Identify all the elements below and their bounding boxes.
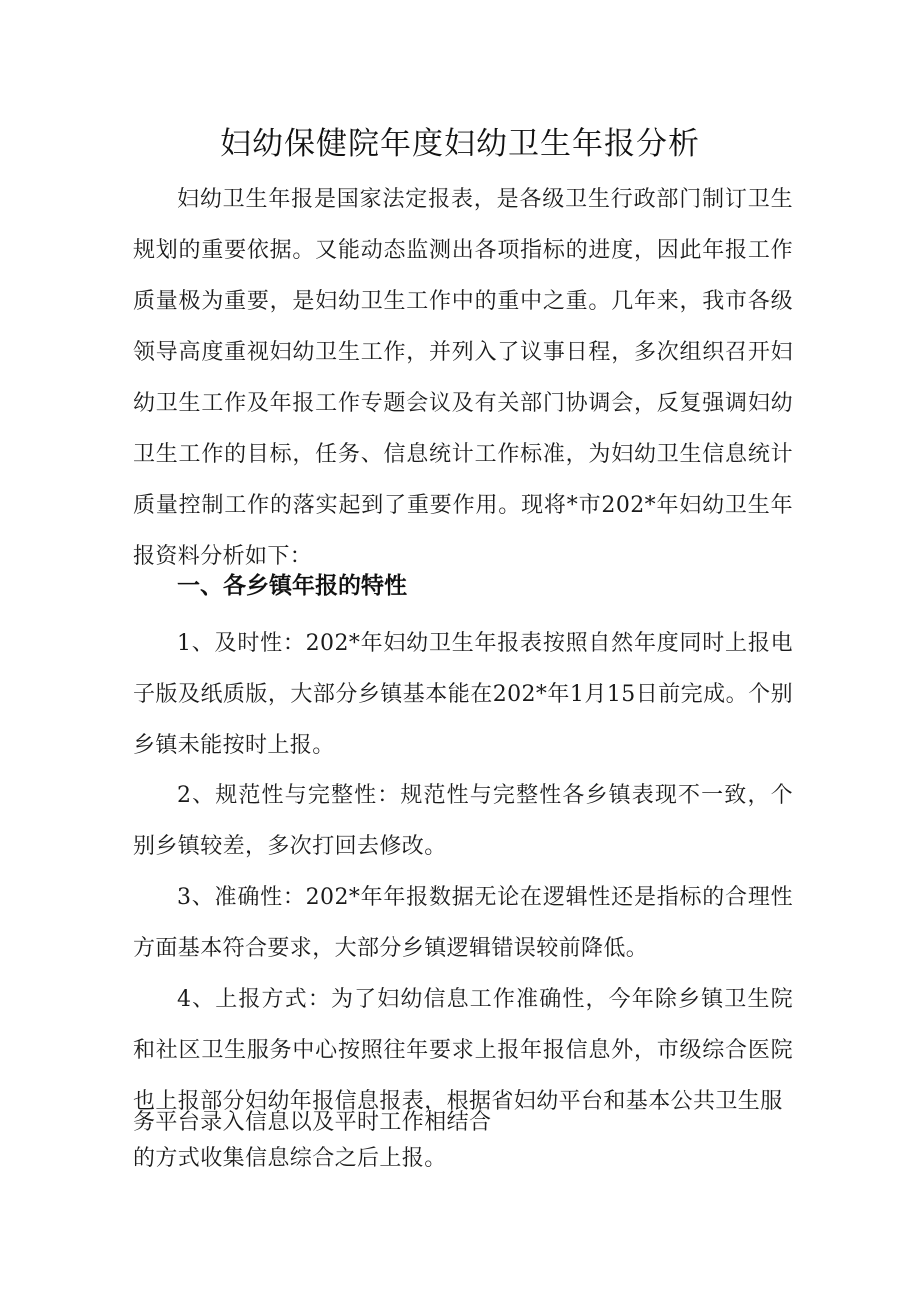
item-reporting-method: 4、上报方式：为了妇幼信息工作准确性，今年除乡镇卫生院和社区卫生服务中心按照往年要求上报年报信息外，市级综合医院也上报部分妇幼年报信息报表，根据省妇幼平台和基本公共卫生服 (133, 987, 793, 1114)
item-standardization: 2、规范性与完整性：规范性与完整性各乡镇表现不一致，个别乡镇较差，多次打回去修改。 (133, 783, 793, 859)
intro-paragraph: 妇幼卫生年报是国家法定报表，是各级卫生行政部门制订卫生规划的重要依据。又能动态监测出各项指标的进度，因此年报工作质量极为重要，是妇幼卫生工作中的重中之重。几年来，我市各级领导高度重视妇幼卫生工作，并列入了议事日程，多次组织召开妇幼卫生工作及年报工作专题会议及有关部门协调会，反复强调妇幼卫生工作的目标，任务、信息统计工作标准，为妇幼卫生信息统计质量控制工作的落实起到了重要作用。现将*市202*年妇幼卫生年报资料分析如下： (133, 187, 793, 569)
item-accuracy: 3、准确性：202*年年报数据无论在逻辑性还是指标的合理性方面基本符合要求，大部分乡镇逻辑错误较前降低。 (133, 885, 793, 961)
document-title: 妇幼保健院年度妇幼卫生年报分析 (220, 126, 700, 162)
section-heading-1: 一、各乡镇年报的特性 (177, 573, 407, 599)
item-reporting-method-continued-a: 务平台录入信息以及平时工作相结合 (133, 1110, 492, 1135)
item-timeliness: 1、及时性：202*年妇幼卫生年报表按照自然年度同时上报电子版及纸质版，大部分乡镇基本能在202*年1月15日前完成。个别乡镇未能按时上报。 (133, 631, 793, 758)
item-reporting-method-continued-b: 的方式收集信息综合之后上报。 (133, 1146, 447, 1171)
